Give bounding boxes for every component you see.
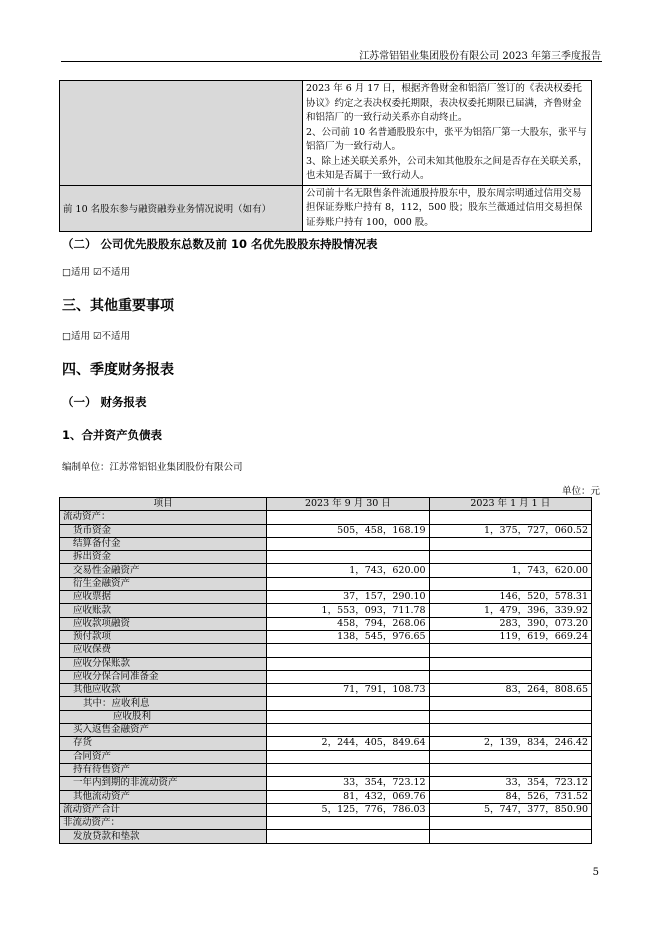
- value-current: 1，743，620.00: [267, 564, 429, 577]
- column-header-current: 2023 年 9 月 30 日: [267, 498, 429, 511]
- value-current: [267, 551, 429, 564]
- value-current: [267, 537, 429, 550]
- report-header-title: 江苏常铝铝业集团股份有限公司 2023 年第三季度报告: [359, 51, 601, 62]
- balance-sheet-title: 1、合并资产负债表: [62, 428, 163, 442]
- row-label: 应收款项融资: [60, 617, 267, 630]
- row-label: 其他流动资产: [60, 790, 267, 803]
- table-row: [60, 724, 592, 737]
- header-divider: [61, 61, 602, 62]
- table-header-row: [60, 498, 592, 511]
- value-current: 138，545，976.65: [267, 630, 429, 643]
- row-label: 交易性金融资产: [60, 564, 267, 577]
- value-current: 81，432，069.76: [267, 790, 429, 803]
- value-prior: 1，375，727，060.52: [429, 524, 591, 537]
- value-prior: [429, 830, 591, 843]
- row-label: 预付款项: [60, 630, 267, 643]
- value-prior: [429, 551, 591, 564]
- financial-statements-heading: 四、季度财务报表: [62, 362, 174, 378]
- table-row: [60, 644, 592, 657]
- related-parties-text-cell: [303, 81, 592, 186]
- table-row: [60, 564, 592, 577]
- balance-sheet-table: [59, 497, 592, 844]
- value-prior: 1，479，396，339.92: [429, 604, 591, 617]
- row-label: 非流动资产：: [60, 817, 267, 830]
- table-row: [60, 657, 592, 670]
- row-label: 合同资产: [60, 750, 267, 763]
- balance-sheet-body: [60, 511, 592, 843]
- row-label: 存货: [60, 737, 267, 750]
- row-label: 发放贷款和垫款: [60, 830, 267, 843]
- value-current: 1，553，093，711.78: [267, 604, 429, 617]
- table-row: [60, 684, 592, 697]
- table-row: [60, 537, 592, 550]
- table-row: [60, 830, 592, 843]
- column-header-item: 项目: [60, 498, 267, 511]
- value-prior: [429, 750, 591, 763]
- value-prior: [429, 724, 591, 737]
- value-current: 458，794，268.06: [267, 617, 429, 630]
- row-label: 应收账款: [60, 604, 267, 617]
- value-prior: 84，526，731.52: [429, 790, 591, 803]
- value-current: [267, 750, 429, 763]
- value-prior: 283，390，073.20: [429, 617, 591, 630]
- value-prior: [429, 644, 591, 657]
- value-current: [267, 644, 429, 657]
- table-row: [60, 817, 592, 830]
- value-current: [267, 697, 429, 710]
- value-prior: [429, 657, 591, 670]
- column-header-prior: 2023 年 1 月 1 日: [429, 498, 591, 511]
- value-prior: [429, 817, 591, 830]
- table-row: [60, 750, 592, 763]
- other-matters-heading: 三、其他重要事项: [62, 298, 174, 314]
- row-label: 衍生金融资产: [60, 577, 267, 590]
- value-prior: 119，619，669.24: [429, 630, 591, 643]
- financial-statements-subheading: （一） 财务报表: [62, 395, 147, 409]
- row-label: 流动资产：: [60, 511, 267, 524]
- row-label: 应收保费: [60, 644, 267, 657]
- page-number: 5: [592, 867, 599, 878]
- compiler-unit: 编制单位：江苏常铝铝业集团股份有限公司: [62, 462, 243, 473]
- row-label: 其中：应收利息: [60, 697, 267, 710]
- row-label: 结算备付金: [60, 537, 267, 550]
- related-parties-label-cell: [60, 81, 303, 186]
- value-current: [267, 817, 429, 830]
- value-prior: [429, 537, 591, 550]
- row-label: 应收分保账款: [60, 657, 267, 670]
- preferred-shareholders-heading: （二） 公司优先股股东总数及前 10 名优先股股东持股情况表: [62, 237, 378, 251]
- related-parties-row: [60, 81, 592, 186]
- row-label: 买入返售金融资产: [60, 724, 267, 737]
- note-paragraph: 2、公司前 10 名普通股股东中，张平为铝箔厂第一大股东，张平与铝箔厂为一致行动人。: [306, 126, 587, 152]
- value-current: 5，125，776，786.03: [267, 803, 429, 816]
- table-row: [60, 617, 592, 630]
- value-prior: 146，520，578.31: [429, 591, 591, 604]
- value-prior: 5，747，377，850.90: [429, 803, 591, 816]
- value-prior: [429, 511, 591, 524]
- shareholder-notes-table: [59, 80, 592, 232]
- row-label: 一年内到期的非流动资产: [60, 777, 267, 790]
- row-label: 拆出资金: [60, 551, 267, 564]
- row-label: 其他应收款: [60, 684, 267, 697]
- table-row: [60, 737, 592, 750]
- value-prior: 33，354，723.12: [429, 777, 591, 790]
- table-row: [60, 763, 592, 776]
- value-current: [267, 724, 429, 737]
- table-row: [60, 670, 592, 683]
- row-label: 流动资产合计: [60, 803, 267, 816]
- value-current: 505，458，168.19: [267, 524, 429, 537]
- value-current: [267, 577, 429, 590]
- value-prior: 1，743，620.00: [429, 564, 591, 577]
- table-row: [60, 790, 592, 803]
- value-current: [267, 670, 429, 683]
- row-label: 货币资金: [60, 524, 267, 537]
- value-current: 37，157，290.10: [267, 591, 429, 604]
- value-current: 33，354，723.12: [267, 777, 429, 790]
- table-row: [60, 803, 592, 816]
- value-prior: [429, 763, 591, 776]
- value-current: [267, 511, 429, 524]
- other-matters-checkbox: □适用 ☑不适用: [62, 331, 131, 342]
- value-current: [267, 763, 429, 776]
- table-row: [60, 591, 592, 604]
- value-current: 2，244，405，849.64: [267, 737, 429, 750]
- row-label: 应收票据: [60, 591, 267, 604]
- table-row: [60, 697, 592, 710]
- row-label: 持有待售资产: [60, 763, 267, 776]
- margin-trading-label: 前 10 名股东参与融资融券业务情况说明（如有）: [60, 185, 303, 232]
- row-label: 应收股利: [60, 710, 267, 723]
- margin-trading-row: [60, 185, 592, 232]
- value-prior: [429, 670, 591, 683]
- value-prior: [429, 577, 591, 590]
- row-label: 应收分保合同准备金: [60, 670, 267, 683]
- note-paragraph: 3、除上述关联关系外，公司未知其他股东之间是否存在关联关系，也未知是否属于一致行动人。: [306, 155, 588, 181]
- value-prior: 83，264，808.65: [429, 684, 591, 697]
- table-row: [60, 604, 592, 617]
- preferred-applicability-checkbox: □适用 ☑不适用: [62, 267, 131, 278]
- value-current: [267, 657, 429, 670]
- value-current: [267, 830, 429, 843]
- table-row: [60, 577, 592, 590]
- table-row: [60, 777, 592, 790]
- table-row: [60, 511, 592, 524]
- note-paragraph: 2023 年 6 月 17 日，根据齐鲁财金和铝箔厂签订的《表决权委托协议》约定之表决权委托期限，表决权委托期限已届满，齐鲁财金和铝箔厂的一致行动关系亦自动终止。: [306, 83, 582, 123]
- margin-trading-text: 公司前十名无限售条件流通股持股东中，股东周宗明通过信用交易担保证券账户持有 8，112，500 股；股东兰薇通过信用交易担保证券账户持有 100，000 股。: [303, 185, 592, 232]
- value-prior: 2，139，834，246.42: [429, 737, 591, 750]
- table-row: [60, 551, 592, 564]
- table-row: [60, 710, 592, 723]
- table-row: [60, 630, 592, 643]
- table-row: [60, 524, 592, 537]
- value-current: 71，791，108.73: [267, 684, 429, 697]
- value-prior: [429, 697, 591, 710]
- currency-unit: 单位：元: [561, 486, 600, 497]
- value-current: [267, 710, 429, 723]
- value-prior: [429, 710, 591, 723]
